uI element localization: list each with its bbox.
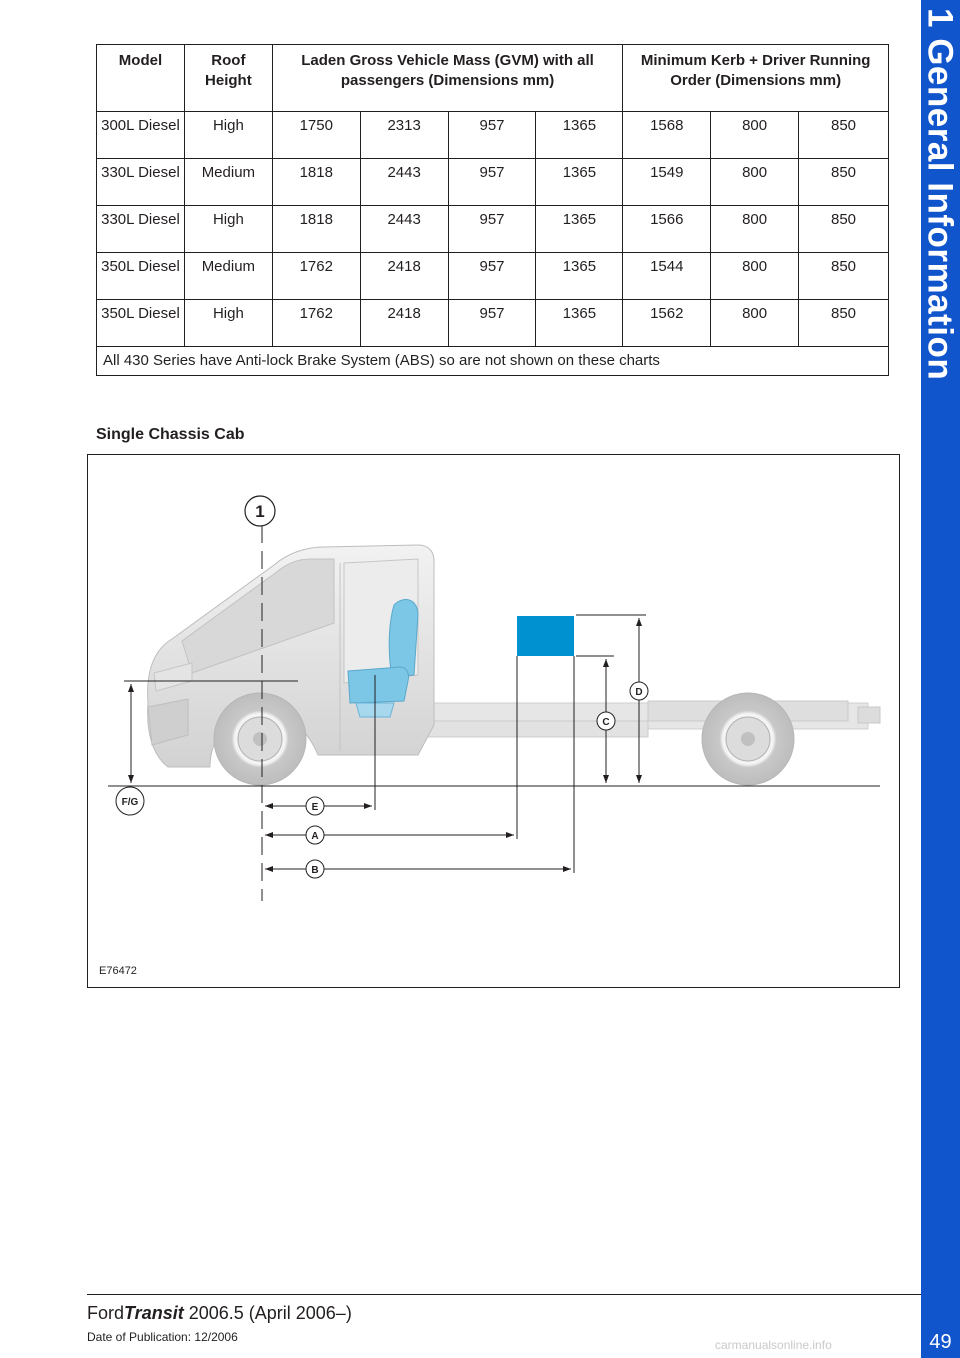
table-note: All 430 Series have Anti-lock Brake System (ABS) so are not shown on these charts xyxy=(97,347,889,376)
callout-fg xyxy=(116,787,144,815)
cell-value: 2443 xyxy=(360,159,448,206)
cell-value: 1365 xyxy=(536,300,623,347)
footer-title xyxy=(87,1303,352,1324)
chapter-title: 1 General Information xyxy=(920,8,960,381)
callout-b xyxy=(306,860,324,878)
cell-value: 1566 xyxy=(623,206,711,253)
cell-value: 1544 xyxy=(623,253,711,300)
svg-text:B: B xyxy=(311,865,319,876)
table-row xyxy=(97,112,889,159)
cell-value: 800 xyxy=(711,253,799,300)
cell-value: 1365 xyxy=(536,159,623,206)
cell-value: 800 xyxy=(711,206,799,253)
cell-value: 850 xyxy=(799,253,889,300)
header-kerb-driver: Minimum Kerb + Driver Running Order (Dimensions mm) xyxy=(623,45,889,112)
cell-value: 850 xyxy=(799,159,889,206)
cell-value: 957 xyxy=(448,159,536,206)
cell-roof-height: Medium xyxy=(184,159,272,206)
diagram-svg xyxy=(88,455,899,987)
svg-text:C: C xyxy=(602,717,610,728)
cell-value: 850 xyxy=(799,206,889,253)
footer-brand: Ford xyxy=(87,1303,125,1323)
rear-wheel xyxy=(702,693,794,785)
cell-value: 850 xyxy=(799,112,889,159)
svg-text:E: E xyxy=(311,802,319,813)
callout-d xyxy=(630,682,648,700)
chassis-cab-diagram xyxy=(87,454,900,988)
table-note-row xyxy=(97,347,889,376)
cell-roof-height: High xyxy=(184,300,272,347)
header-model: Model xyxy=(97,45,185,112)
cell-value: 2418 xyxy=(360,253,448,300)
callout-e xyxy=(306,797,324,815)
figure-reference: E76472 xyxy=(99,965,137,977)
table-row xyxy=(97,300,889,347)
table-row xyxy=(97,253,889,300)
cell-value: 800 xyxy=(711,159,799,206)
footer-date: Date of Publication: 12/2006 xyxy=(87,1330,238,1344)
cell-value: 1762 xyxy=(272,253,360,300)
footer-rule xyxy=(87,1294,921,1295)
cell-roof-height: High xyxy=(184,206,272,253)
table-row xyxy=(97,159,889,206)
cell-value: 957 xyxy=(448,253,536,300)
cell-value: 1568 xyxy=(623,112,711,159)
cell-value: 1750 xyxy=(272,112,360,159)
callout-c xyxy=(597,712,615,730)
svg-text:F/G: F/G xyxy=(121,797,139,808)
front-wheel xyxy=(214,693,306,785)
watermark: carmanualsonline.info xyxy=(715,1338,832,1352)
cell-value: 1365 xyxy=(536,253,623,300)
cell-value: 850 xyxy=(799,300,889,347)
cell-model: 330L Diesel xyxy=(97,159,185,206)
table-row xyxy=(97,206,889,253)
header-laden-gvm: Laden Gross Vehicle Mass (GVM) with all passengers (Dimensions mm) xyxy=(272,45,622,112)
svg-text:A: A xyxy=(311,831,319,842)
cell-value: 800 xyxy=(711,300,799,347)
cell-model: 350L Diesel xyxy=(97,253,185,300)
svg-text:D: D xyxy=(635,687,643,698)
cell-value: 957 xyxy=(448,206,536,253)
footer-model: Transit xyxy=(124,1303,184,1323)
cell-value: 1562 xyxy=(623,300,711,347)
cell-value: 1818 xyxy=(272,206,360,253)
cell-value: 2443 xyxy=(360,206,448,253)
header-roof-height: Roof Height xyxy=(184,45,272,112)
callout-a xyxy=(306,826,324,844)
dimensions-table xyxy=(96,44,889,376)
cell-value: 2418 xyxy=(360,300,448,347)
footer-edition: 2006.5 (April 2006–) xyxy=(183,1303,352,1323)
cell-value: 957 xyxy=(448,300,536,347)
cell-value: 1762 xyxy=(272,300,360,347)
cell-value: 1549 xyxy=(623,159,711,206)
section-heading: Single Chassis Cab xyxy=(96,426,245,443)
cell-roof-height: High xyxy=(184,112,272,159)
cell-model: 350L Diesel xyxy=(97,300,185,347)
load-block xyxy=(517,616,574,656)
cell-value: 2313 xyxy=(360,112,448,159)
cell-value: 1818 xyxy=(272,159,360,206)
cell-roof-height: Medium xyxy=(184,253,272,300)
svg-text:1: 1 xyxy=(255,502,265,521)
cell-value: 800 xyxy=(711,112,799,159)
cell-value: 1365 xyxy=(536,206,623,253)
cell-value: 1365 xyxy=(536,112,623,159)
callout-1 xyxy=(245,496,275,526)
table-header-row xyxy=(97,45,889,112)
page-number: 49 xyxy=(929,1331,952,1353)
cell-model: 330L Diesel xyxy=(97,206,185,253)
cell-value: 957 xyxy=(448,112,536,159)
chapter-tab[interactable] xyxy=(921,0,960,440)
cell-model: 300L Diesel xyxy=(97,112,185,159)
